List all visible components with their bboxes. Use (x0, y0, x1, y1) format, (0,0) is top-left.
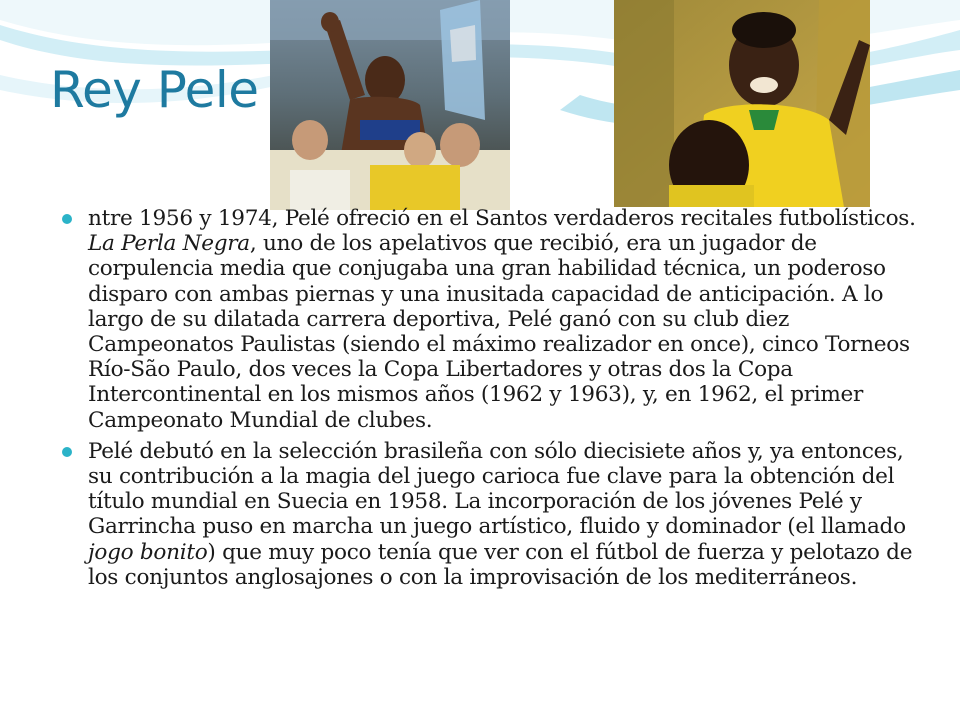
bullet-icon (62, 214, 72, 224)
pele-celebration-photo (270, 0, 510, 210)
slide-title: Rey Pele (50, 61, 259, 119)
paragraph-national-team (62, 439, 922, 590)
bullet-icon (62, 447, 72, 457)
paragraph-italic-2: jogo bonito (88, 539, 208, 565)
paragraph-text-1b: , uno de los apelativos que recibió, era un jugador de corpulencia media que conjugaba una gran habilidad técnica, un poderoso disparo con ambas piernas y una inusitada capacidad de anticipación. A lo largo de su dilatada carrera deportiva, Pelé ganó con su club diez Campeonatos Paulistas (siendo el máximo realizador en once), cinco Torneos Río-São Paulo, dos veces la Copa Libertadores y otras dos la Copa Intercontinental en los mismos años (1962 y 1963), y, en 1962, el primer Campeonato Mundial de clubes. (88, 231, 910, 433)
paragraph-text-2b: ) que muy poco tenía que ver con el fútbol de fuerza y pelotazo de los conjuntos anglosajones o con la improvisación de los mediterráneos. (88, 539, 913, 590)
body-content (62, 206, 922, 596)
pele-portrait-photo (614, 0, 870, 207)
photo-icon (270, 0, 510, 210)
paragraph-text-1a: ntre 1956 y 1974, Pelé ofreció en el Santos verdaderos recitales futbolísticos. (88, 206, 916, 231)
paragraph-santos-career (62, 206, 922, 433)
paragraph-text-2a: Pelé debutó en la selección brasileña con sólo diecisiete años y, ya entonces, su contribución a la magia del juego carioca fue clave para la obtención del título mundial en Suecia en 1958. La incorporación de los jóvenes Pelé y Garrincha puso en marcha un juego artístico, fluido y dominador (el llamado (88, 438, 906, 540)
paragraph-italic-1: La Perla Negra (88, 231, 250, 257)
photo-icon (614, 0, 870, 207)
